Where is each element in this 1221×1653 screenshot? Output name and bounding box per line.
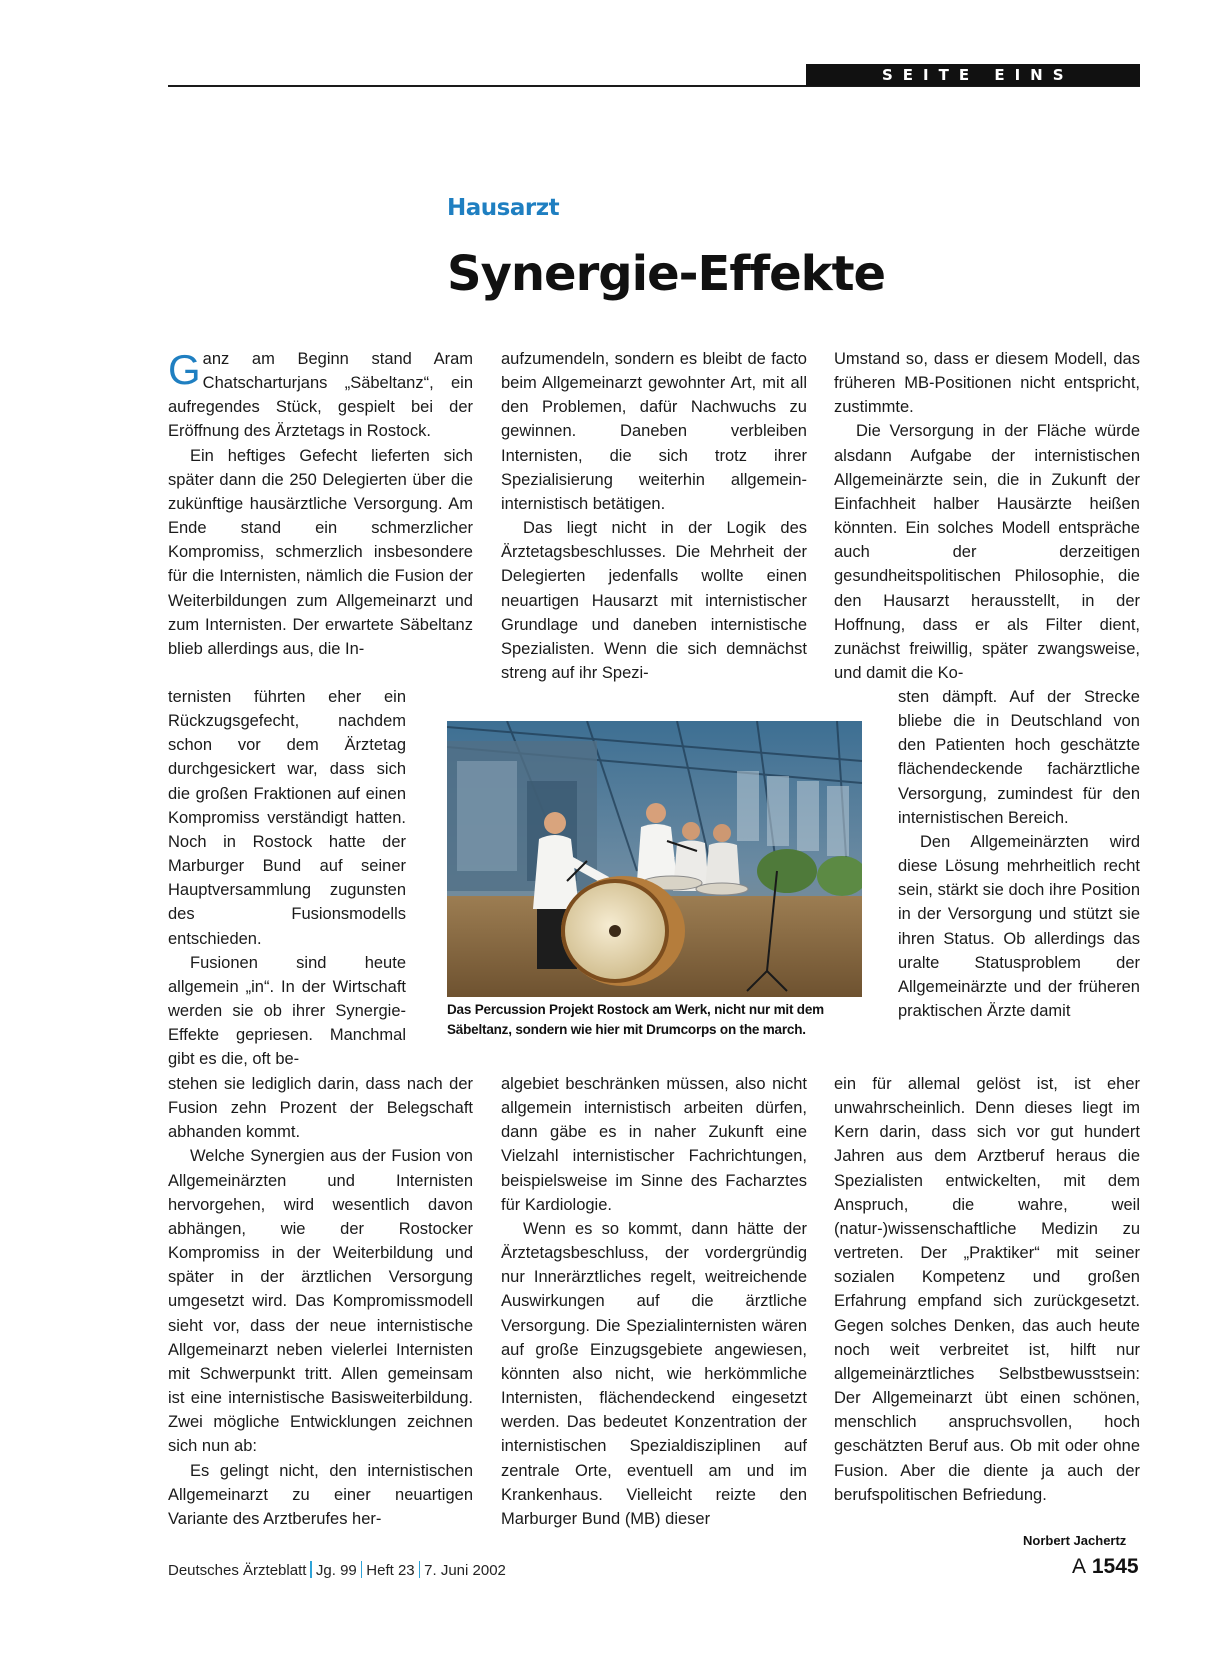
journal-name: Deutsches Ärzteblatt bbox=[168, 1562, 307, 1579]
paragraph-continued: Umstand so, dass er diesem Modell, das früheren MB-Positionen nicht entspricht, zustimmte. bbox=[834, 350, 1140, 417]
column-1-narrow bbox=[168, 685, 406, 1072]
journal-issue: Heft 23 bbox=[366, 1562, 415, 1579]
paragraph-continued: sten dämpft. Auf der Strecke bliebe die in Deutschland von den Patienten hoch geschätzte flächendeckende fachärztliche Versorgung, zumindest für den internistischen Bereich. bbox=[898, 688, 1140, 827]
column-3-narrow bbox=[898, 685, 1140, 1023]
paragraph: Welche Synergien aus der Fusion von Allgemeinärzten und Internisten hervorgehen, wird wesentlich davon abhängen, wie der Rostocker Kompromiss in der Weiterbildung und später in der ärztlichen Versorgung umgesetzt wird. Das Kompromissmodell sieht vor, dass der neue internistische Allgemeinarzt neben vielerlei Internisten mit Schwerpunkt tritt. Allen gemeinsam ist eine internistische Basisweiterbildung. Zwei mögliche Entwicklungen zeichnen sich nun ab: bbox=[168, 1147, 473, 1456]
lead-text: anz am Beginn stand Aram Chatscharturjans „Säbeltanz“, ein aufregendes Stück, gespielt bei der Eröffnung des Ärztetags in Rostock. bbox=[168, 350, 473, 441]
column-2-top bbox=[501, 347, 807, 685]
photo-caption: Das Percussion Projekt Rostock am Werk, nicht nur mit dem Säbeltanz, sondern wie hier mit Drumcorps on the march. bbox=[447, 1002, 824, 1037]
article-photo bbox=[447, 721, 862, 997]
author-signature: Norbert Jachertz bbox=[1023, 1533, 1127, 1548]
column-1-bottom bbox=[168, 1072, 473, 1531]
lead-paragraph bbox=[168, 347, 473, 444]
journal-volume: Jg. 99 bbox=[315, 1562, 357, 1579]
page-number bbox=[1072, 1555, 1139, 1579]
paragraph-continued: stehen sie lediglich darin, dass nach der Fusion zehn Prozent der Belegschaft abhanden kommt. bbox=[168, 1075, 473, 1142]
paragraph-continued: ein für allemal gelöst ist, ist eher unwahrscheinlich. Denn dieses liegt im Kern darin, dass sich vor gut hundert Jahren aus dem Arztberuf heraus die Spezialisten entwickelten, mit dem Anspruch, die wahre, weil (natur-)wissenschaftliche Medizin zu vertreten. Der „Praktiker“ mit seiner sozialen Kompetenz und großen Erfahrung empfand sich zurückgesetzt. Gegen solches Denken, das auch heute noch weit verbreitet ist, hilft nur allgemeinärztliches Selbstbewusstsein: Der Allgemeinarzt übt einen schönen, menschlich anspruchsvollen, hoch geschätzten Beruf aus. Ob mit oder ohne Fusion. Aber die diente ja auch der berufspolitischen Befriedung. bbox=[834, 1075, 1140, 1504]
paragraph-continued: algebiet beschränken müssen, also nicht allgemein internistisch arbeiten dürfen, dann gäbe es in naher Zukunft eine Vielzahl internistischer Fachrichtungen, beispielsweise im Sinne des Facharztes für Kardiologie. bbox=[501, 1075, 807, 1214]
column-2-bottom bbox=[501, 1072, 807, 1531]
section-label: SEITE EINS bbox=[806, 64, 1140, 86]
separator bbox=[310, 1561, 312, 1578]
footer-citation bbox=[168, 1561, 506, 1579]
drop-cap: G bbox=[168, 346, 201, 393]
paragraph: Es gelingt nicht, den internistischen Allgemeinarzt zu einer neuartigen Variante des Arztberufes her- bbox=[168, 1461, 473, 1528]
paragraph-continued: ternisten führten eher ein Rückzugsgefecht, nachdem schon vor dem Ärztetag durchgesickert war, dass sich die großen Fraktionen auf einen Kompromiss verständigt hatten. Noch in Rostock hatte der Marburger Bund auf seiner Hauptversammlung zugunsten des Fusionsmodells entschieden. bbox=[168, 688, 406, 948]
separator bbox=[419, 1561, 421, 1578]
page-number-value: 1545 bbox=[1091, 1555, 1139, 1578]
paragraph: Das liegt nicht in der Logik des Ärztetagsbeschlusses. Die Mehrheit der Delegierten jedenfalls wollte einen neuartigen Hausarzt mit internistischer Grundlage und daneben internistische Spezialisten. Wenn die sich demnächst streng auf ihr Spezi- bbox=[501, 519, 807, 683]
paragraph: Fusionen sind heute allgemein „in“. In der Wirtschaft werden sie ob ihrer Synergie-Effekte gepriesen. Manchmal gibt es die, oft be- bbox=[168, 953, 406, 1069]
article-kicker: Hausarzt bbox=[447, 195, 560, 221]
paragraph: Den Allgemeinärzten wird diese Lösung mehrheitlich recht sein, stärkt sie doch ihre Position in der Versorgung und stützt sie ihren Status. Ob allerdings das uralte Statusproblem der Allgemeinärzte und der früheren praktischen Ärzte damit bbox=[898, 832, 1140, 1021]
column-1-top bbox=[168, 347, 473, 661]
article-headline: Synergie-Effekte bbox=[447, 246, 886, 302]
issue-date: 7. Juni 2002 bbox=[424, 1562, 506, 1579]
paragraph: Wenn es so kommt, dann hätte der Ärztetagsbeschluss, der vordergründig nur Innerärztliches regelt, weitreichende Auswirkungen auf die ärztliche Versorgung. Die Spezialinternisten wären auf große Einzugsgebiete angewiesen, könnten also nicht, wie herkömmliche Internisten, flächendeckend eingesetzt werden. Das bedeutet Konzentration der internistischen Spezialdisziplinen auf zentrale Orte, eventuell am und im Krankenhaus. Vielleicht reizte den Marburger Bund (MB) dieser bbox=[501, 1219, 807, 1528]
paragraph-continued: aufzumendeln, sondern es bleibt de facto beim Allgemeinarzt gewohnter Art, mit all den Problemen, dafür Nachwuchs zu gewinnen. Daneben verbleiben Internisten, die sich trotz ihrer Spezialisierung weiterhin allgemein-internistisch betätigen. bbox=[501, 350, 807, 513]
separator bbox=[361, 1561, 363, 1578]
column-3-bottom bbox=[834, 1072, 1140, 1507]
paragraph: Ein heftiges Gefecht lieferten sich später dann die 250 Delegierten über die zukünftige hausärztliche Versorgung. Am Ende stand ein schmerzlicher Kompromiss, schmerzlich insbesondere für die Internisten, nämlich die Fusion der Weiterbildungen zum Allgemeinarzt und zum Internisten. Der erwartete Säbeltanz blieb allerdings aus, die In- bbox=[168, 446, 473, 658]
column-3-top bbox=[834, 347, 1140, 685]
page-prefix: A bbox=[1072, 1555, 1087, 1578]
paragraph: Die Versorgung in der Fläche würde alsdann Aufgabe der internistischen Allgemeinärzte sein, die in Zukunft der Einfachheit halber Hausärzte heißen könnten. Ein solches Modell entspräche auch der derzeitigen gesundheitspolitischen Philosophie, die den Hausarzt herausstellt, in der Hoffnung, dass er als Filter dient, zunächst freiwillig, später zwangsweise, und damit die Ko- bbox=[834, 422, 1140, 683]
